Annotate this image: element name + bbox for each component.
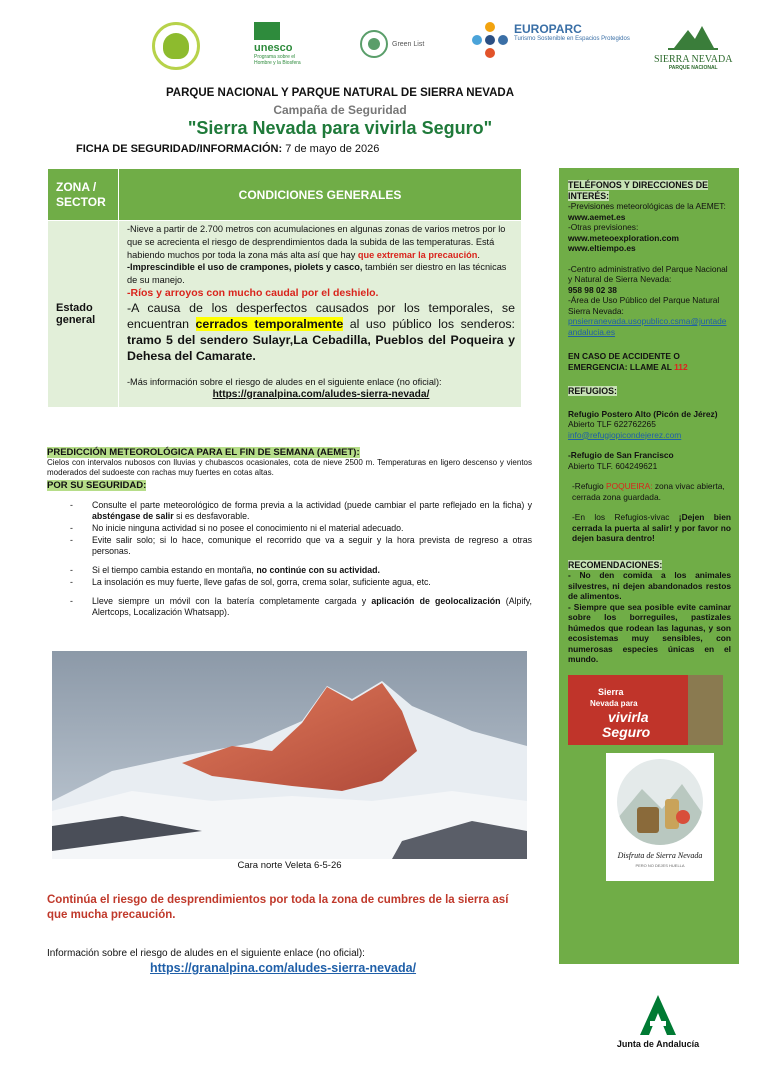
info-link[interactable]: https://granalpina.com/aludes-sierra-nevada/ <box>150 961 417 975</box>
hiker-illustration-icon <box>617 759 703 845</box>
avalanche-link[interactable]: https://granalpina.com/aludes-sierra-nevada/ <box>212 388 430 400</box>
ficha-line: FICHA DE SEGURIDAD/INFORMACIÓN: 7 de mayo de 2026 <box>76 143 380 155</box>
safety-list <box>70 500 532 619</box>
green-list-logo: Green List <box>360 30 424 58</box>
junta-logo: Junta de Andalucía <box>608 995 708 1049</box>
shirt-text-3: vivirla <box>608 708 649 725</box>
photo-caption: Cara norte Veleta 6-5-26 <box>237 860 342 871</box>
info-text: Información sobre el riesgo de aludes en el siguiente enlace (no oficial): <box>47 948 365 959</box>
junta-a-icon <box>640 995 676 1035</box>
list-item: - Si el tiempo cambia estando en montaña, no continúe con su actividad. <box>70 565 532 576</box>
shirt-text-4: Seguro <box>602 723 651 740</box>
veleta-photo <box>52 651 527 859</box>
page-title: "Sierra Nevada para vivirla Seguro" <box>187 118 493 138</box>
list-item: - Consulte el parte meteorológico de forma previa a la actividad (puede cambiar el parte reflejado en la ficha) y absténgase de salir si es desfavorable. <box>70 500 532 522</box>
equipment-paragraph: -Imprescindible el uso de crampones, piolets y casco, también ser diestro en las técnicas de su manejo. <box>127 262 507 286</box>
closures-paragraph: -A causa de los desperfectos causados por los temporales, se encuentran cerrados temporalmente al uso público los senderos: tramo 5 del sendero Sulayr,La Cebadilla, Pueblos del Poqueira y Dehesa del Camarate. <box>127 300 515 363</box>
refugio-email-link[interactable]: info@refugiopicondejerez.com <box>568 429 682 440</box>
recommendations-section: RECOMENDACIONES: - No den comida a los animales silvestres, ni dejen abandonados restos de alimentos. - Siempre que sea posible evite caminar sobre los borreguiles, pastizales húmedos que rodean las lagunas, y son ecosistemas muy sensibles, con numerosas especies únicas en el mundo. <box>568 559 731 664</box>
shirt-text-2: Nevada para <box>590 698 638 708</box>
tree-logo <box>152 22 200 70</box>
mountain-icon <box>668 26 718 50</box>
sidebar <box>559 168 739 964</box>
campaign-heading: Campaña de Seguridad <box>273 103 407 117</box>
conditions-cell <box>119 221 522 408</box>
rivers-paragraph: -Ríos y arroyos con mucho caudal por el deshielo. <box>127 286 379 299</box>
list-item: - Evite salir solo; si lo hace, comunique el recorrido que va a seguir y la hora prevista de regreso a otras personas. <box>70 535 532 557</box>
safety-title: POR SU SEGURIDAD: <box>47 480 147 491</box>
forecast-text: Cielos con intervalos nubosos con lluvias y chubascos ocasionales, cota de nieve 2500 m. Temperaturas en ligero descenso y vientos moderados del sudoeste con rachas muy fuertes en cotas altas. <box>47 458 532 477</box>
forecast-title: PREDICCIÓN METEOROLÓGICA PARA EL FIN DE SEMANA (AEMET): <box>47 447 360 458</box>
zone-header: ZONA / SECTOR <box>48 169 119 221</box>
shirt-text-1: Sierra <box>598 686 624 697</box>
refugios-section: REFUGIOS: Refugio Postero Alto (Picón de Jérez) Abierto TLF 622762265 info@refugiopicondejerez.com -Refugio de San Francisco Abierto TLF. 604249621 -Refugio POQUEIRA: zona vivac abierta, cerrada zona guardada. -En los Refugios-vivac ¡Dejen bien cerrada la puerta al salir! y por favor no dejen basura dentro! <box>568 386 731 543</box>
list-item: - Lleve siempre un móvil con la batería completamente cargada y aplicación de geolocalización (Alpify, Alertcops, Localización Whatsapp). <box>70 596 532 618</box>
temple-icon <box>254 22 280 40</box>
warning-text: Continúa el riesgo de desprendimientos por toda la zona de cumbres de la sierra así que mucha precaución. <box>47 894 509 921</box>
avalanche-paragraph: -Más información sobre el riesgo de aludes en el siguiente enlace (no oficial): <box>127 376 442 387</box>
sierra-nevada-logo: SIERRA NEVADA PARQUE NACIONAL <box>654 26 732 71</box>
europarc-logo: EUROPARC Turismo Sostenible en Espacios Protegidos <box>472 22 630 58</box>
unesco-logo: unesco Programa sobre el Hombre y la Biosfera <box>254 22 304 66</box>
conditions-header: CONDICIONES GENERALES <box>119 169 522 221</box>
conditions-table <box>47 168 522 408</box>
campaign-shirt-photo <box>568 675 723 745</box>
logo-bar <box>0 18 768 98</box>
zone-label: Estado general <box>48 221 119 408</box>
park-heading: PARQUE NACIONAL Y PARQUE NATURAL DE SIERRA NEVADA <box>165 87 514 99</box>
area-email-link[interactable]: pnsierranevada.usopublico.csma@juntadeandalucia.es <box>568 316 727 337</box>
list-item: - No inicie ninguna actividad si no posee el conocimiento ni el material adecuado. <box>70 523 532 534</box>
snow-paragraph: -Nieve a partir de 2.700 metros con acumulaciones en algunas zonas de varios metros por lo que se acrecienta el riesgo de desprendimientos dada la subida de las temperaturas. Está habiendo muchos por toda la zona más alta así que hay que extremar la precaución. <box>127 224 506 260</box>
leave-no-trace-badge: Disfruta de Sierra Nevada PERO NO DEJES HUELLA <box>606 753 714 881</box>
list-item: - La insolación es muy fuerte, lleve gafas de sol, gorra, crema solar, suficiente agua, etc. <box>70 577 532 588</box>
phones-section: TELÉFONOS Y DIRECCIONES DE INTERÉS: -Previsiones meteorológicas de la AEMET: www.aemet.es -Otras previsiones: www.meteoexploration.com www.eltiempo.es -Centro administrativo del Parque Nacional y Natural de Sierra Nevada: 958 98 02 38 -Área de Uso Público del Parque Natural Sierra Nevada: pnsierranevada.usopublico.csma@juntadeandalucia.es EN CASO DE ACCIDENTE O EMERGENCIA: LLAME AL 112 <box>568 180 731 372</box>
europarc-star-icon <box>472 22 508 58</box>
